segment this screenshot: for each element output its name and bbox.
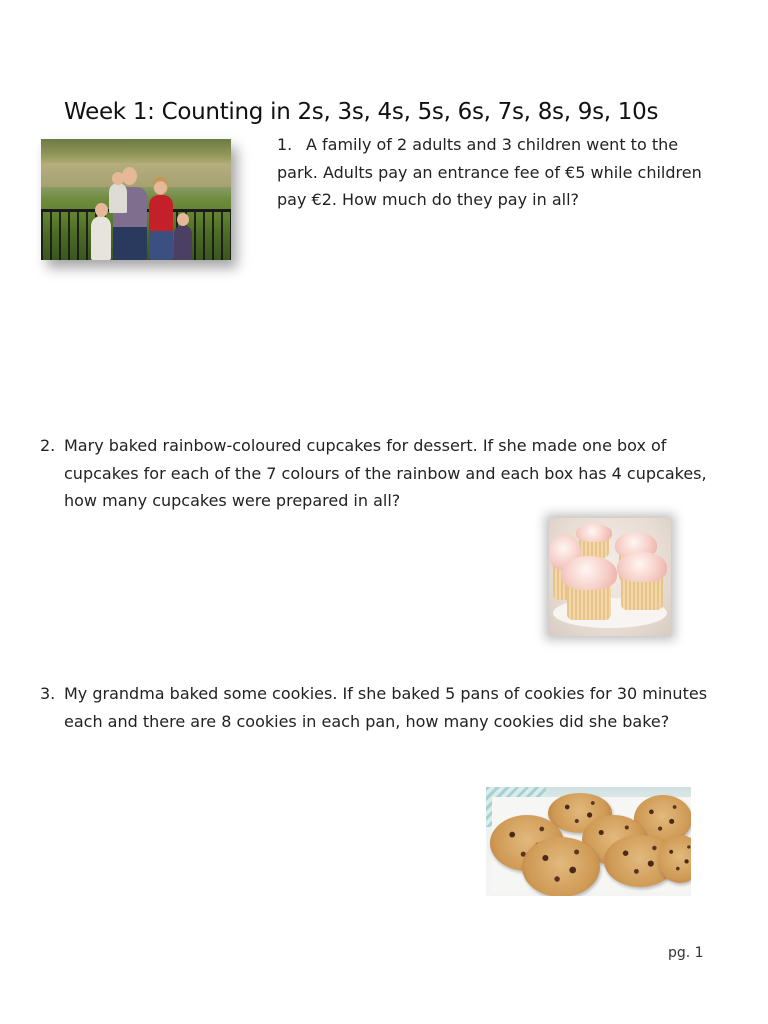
family-photo [41,139,231,260]
question-3 [40,680,720,735]
page-number: pg. 1 [668,945,704,961]
father-head [122,167,137,185]
cupcakes-photo [549,518,671,636]
question-2-text: Mary baked rainbow-coloured cupcakes for dessert. If she made one box of cupcakes for each of the 7 colours of the rainbow and each box has 4 cupcakes, how many cupcakes were prepared in all? [64,436,707,510]
page-title: Week 1: Counting in 2s, 3s, 4s, 5s, 6s, 7s, 8s, 9s, 10s [64,99,659,126]
question-1-text: A family of 2 adults and 3 children went to the park. Adults pay an entrance fee of €5 while children pay €2. How much do they pay in all? [277,135,702,209]
child-figure [91,216,111,260]
question-3-number: 3. [40,684,56,703]
question-1-number: 1. [277,135,293,154]
cookies-photo [486,787,691,896]
question-1 [277,131,717,214]
child-head [95,203,108,217]
mother-head [153,177,168,195]
question-2-number: 2. [40,436,56,455]
mother-figure [149,195,173,260]
cookie [522,837,600,896]
toddler-head [112,172,124,185]
question-2 [40,432,720,515]
question-3-text: My grandma baked some cookies. If she baked 5 pans of cookies for 30 minutes each and there are 8 cookies in each pan, how many cookies did she bake? [64,684,708,731]
toddler-figure [109,183,127,213]
girl-head [177,213,189,226]
girl-figure [174,225,192,260]
